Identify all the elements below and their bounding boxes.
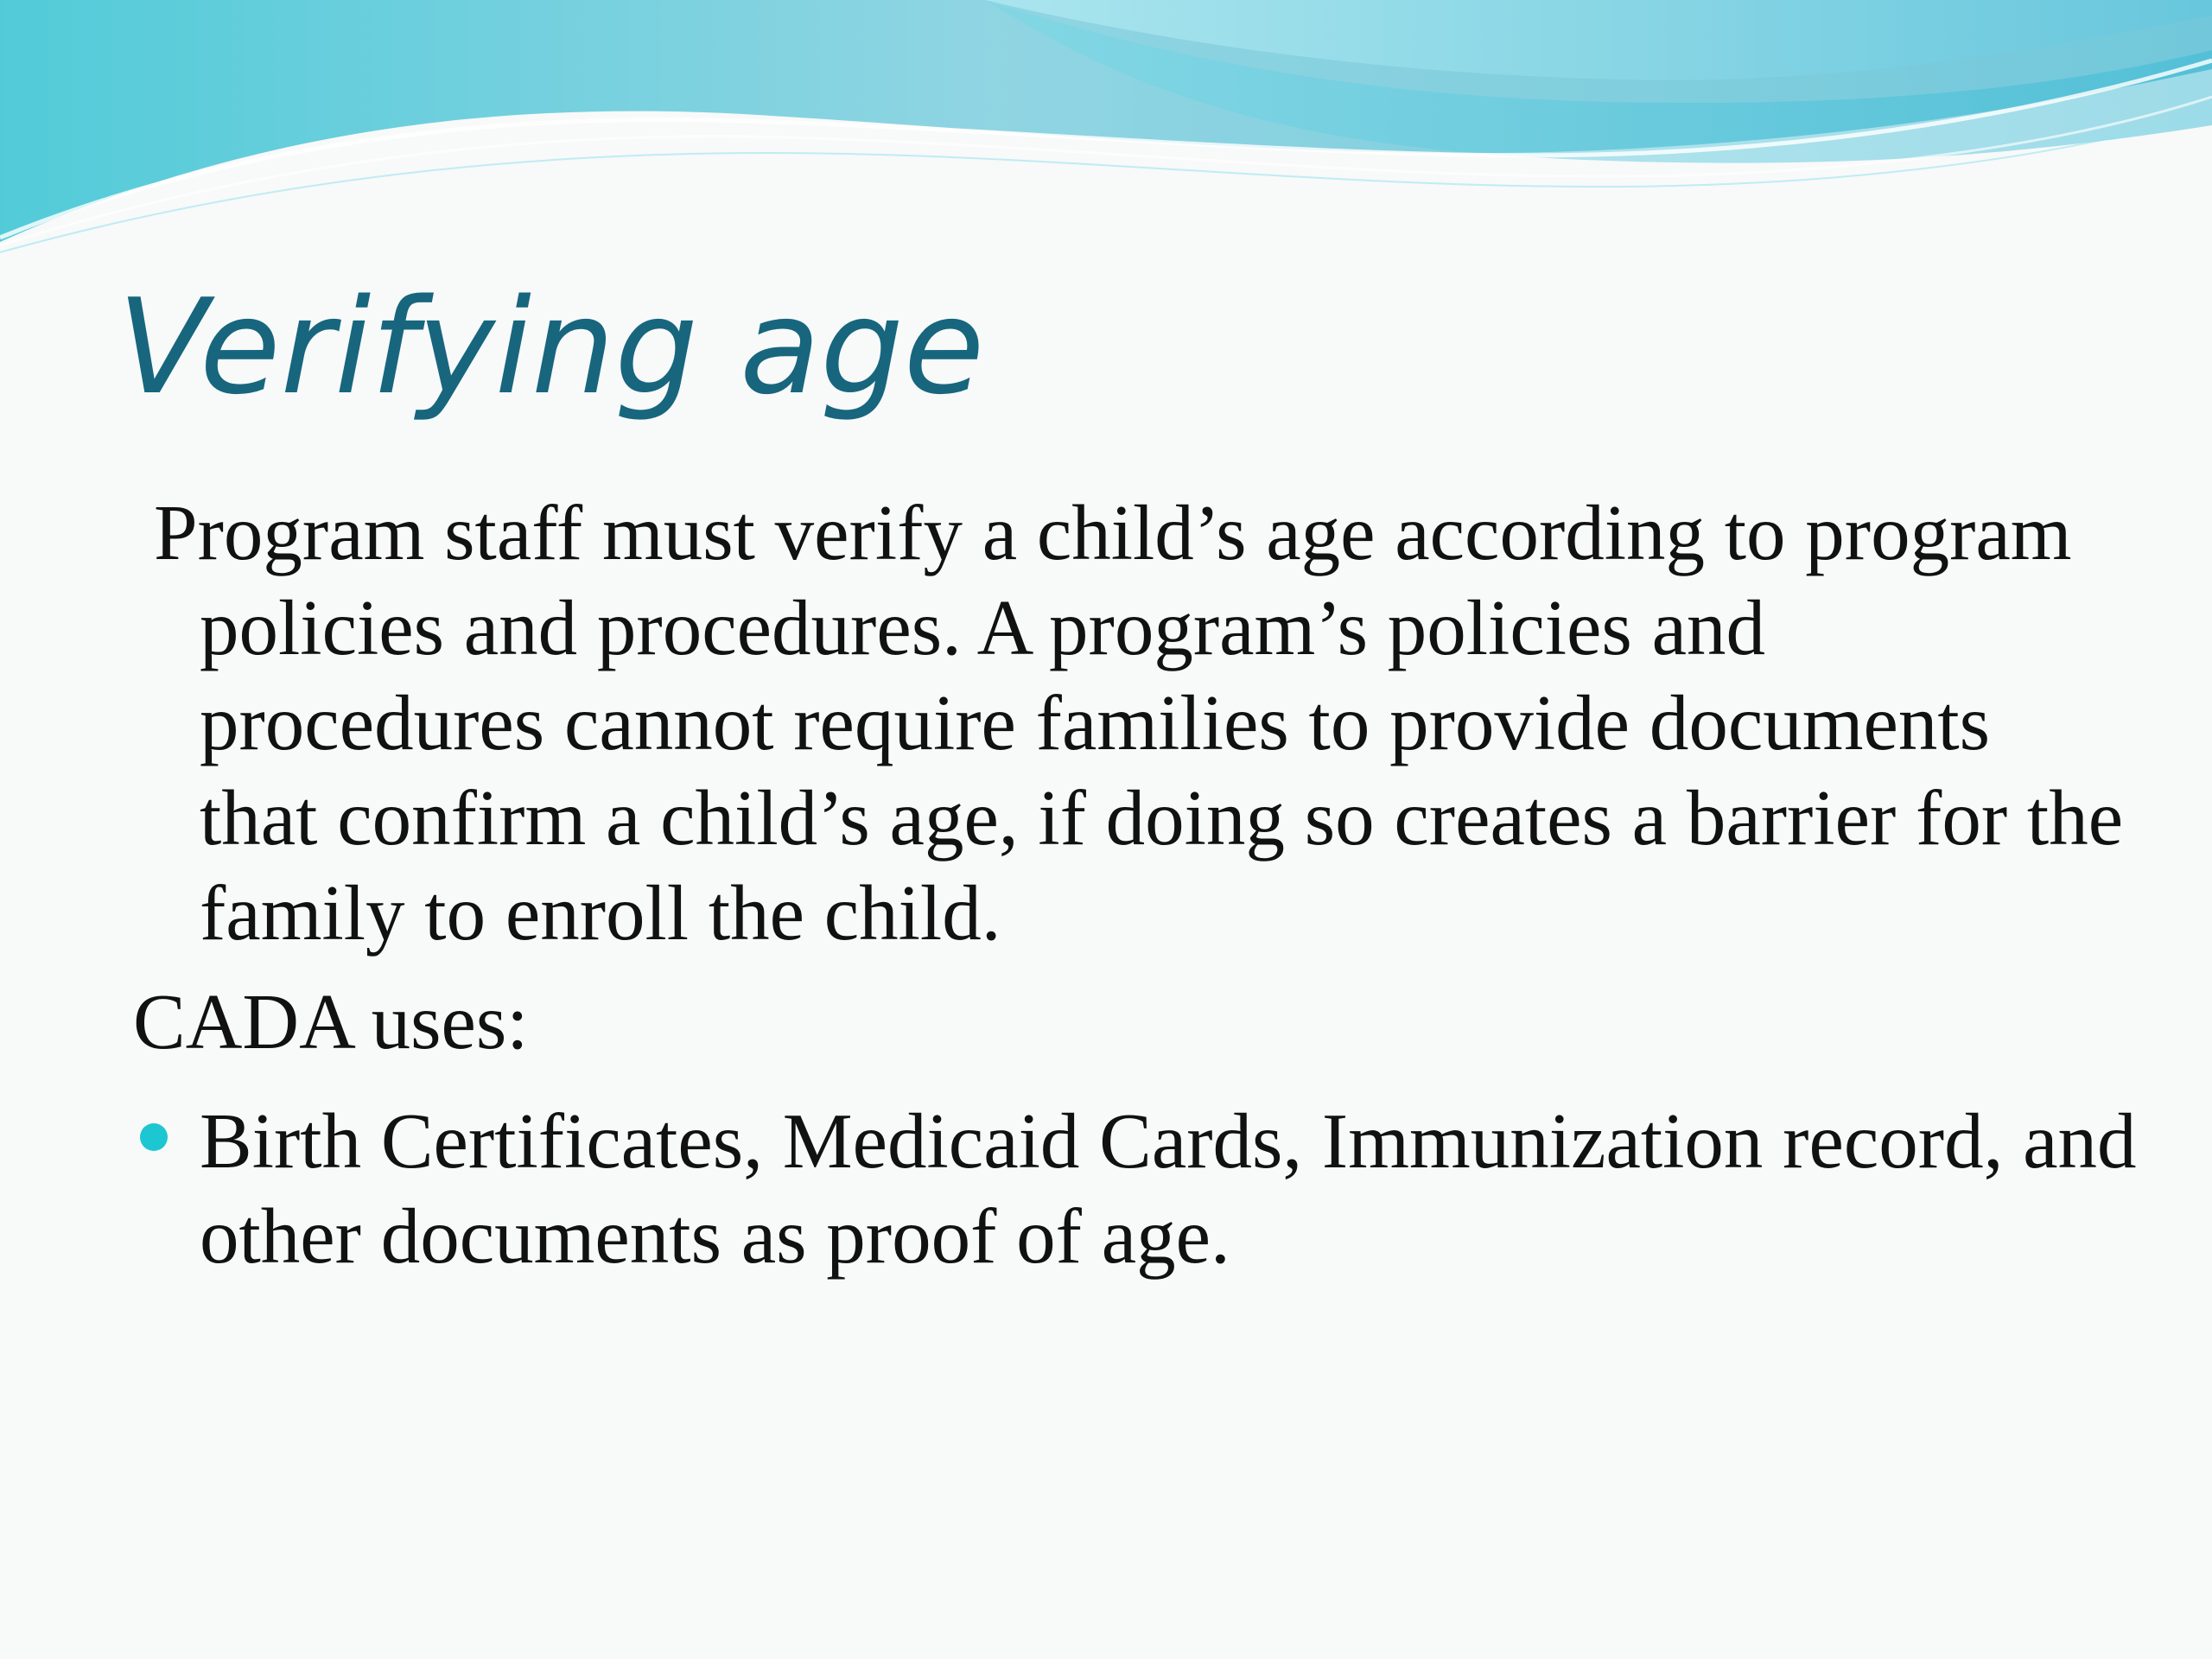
slide-title: Verifying age [118, 270, 985, 423]
bullet-icon [140, 1123, 168, 1151]
wave-header-graphic [0, 0, 2212, 259]
bullet-list-item [137, 1094, 2144, 1284]
intro-paragraph: Program staff must verify a child’s age according to program policies and procedures. A program’s policies and procedures cannot require families to provide documents that confirm a child’s age, if doing so creates a barrier for the family to enroll the child. [154, 489, 2124, 957]
bullet-text: Birth Certificates, Medicaid Cards, Immunization record, and other documents as proof of age. [200, 1097, 2137, 1280]
cada-uses-label: CADA uses: [133, 978, 529, 1065]
